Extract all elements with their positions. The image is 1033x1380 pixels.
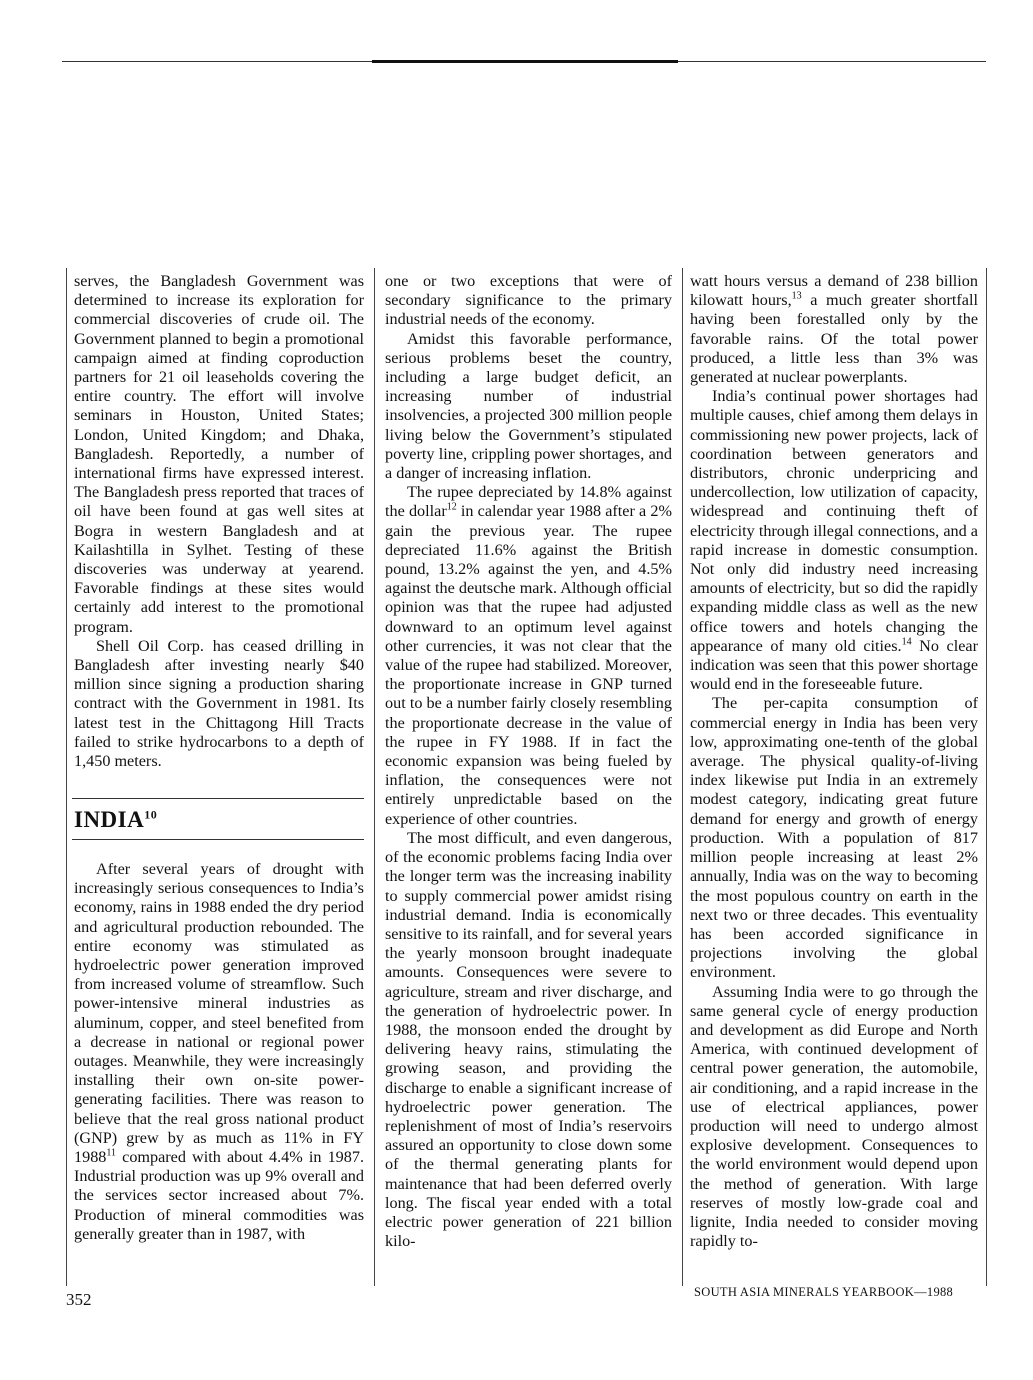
paragraph-text: in calendar year 1988 after a 2% gain the previous year. The rupee depreciated 11.6% against the British pound, 13.2% against the yen, and 4.5% against the deutsche mark. Although official opinion was that the rupee had adjusted downward to an optimum level against other currencies, it was not clear that the value of the rupee had stabilized. Moreover, the proportionate increase in GNP turned out to be a number fairly closely resembling the proportionate decrease in the value of the rupee in FY 1988. If in fact the economic expansion was being fueled by inflation, the consequences were not entirely unpredictable based on the experience of other countries.: [385, 502, 672, 828]
text-column-3: [690, 272, 978, 1251]
text-column-1: [74, 272, 364, 771]
column-divider: [66, 268, 67, 1286]
footnote-ref: 12: [446, 502, 457, 514]
paragraph-text: watt hours versus a demand of 238 billion kilowatt hours,: [690, 272, 978, 310]
paragraph: Amidst this favorable performance, serious problems beset the country, including a large budget deficit, an increasing number of industrial insolvencies, a projected 300 million people living below the Government’s stipulated poverty line, crippling power shortages, and a danger of increasing inflation.: [385, 329, 672, 483]
text-column-2: [385, 272, 672, 1251]
footnote-ref: 14: [901, 636, 912, 648]
heading-rule: [72, 798, 364, 799]
paragraph: Assuming India were to go through the same general cycle of energy production and development as did Europe and North America, with continued development of central power generation, the automobile, air conditioning, and a rapid increase in the use of electrical appliances, power production will need to undergo almost explosive development. Consequences to the world environment would depend upon the method of generation. With large reserves of mostly low-grade coal and lignite, India needed to consider moving rapidly to-: [690, 982, 978, 1251]
paragraph: [690, 387, 978, 694]
paragraph: one or two exceptions that were of secondary significance to the primary industrial needs of the economy.: [385, 272, 672, 329]
column-divider: [374, 268, 375, 1286]
text-column-1-india: [74, 860, 364, 1244]
footnote-ref: 10: [144, 807, 158, 822]
paragraph-text: India’s continual power shortages had multiple causes, chief among them delays in commissioning new power projects, lack of coordination between generators and distributors, chronic underpricing and undercollection, low utilization of capacity, widespread and continuing theft of electricity through illegal connections, and a rapid increase in domestic consumption. Not only did industry need increasing amounts of electricity, but so did the rapidly expanding middle class as well as the new office towers and hotels changing the appearance of many old cities.: [690, 387, 978, 655]
paragraph-text: compared with about 4.4% in 1987. Industrial production was up 9% overall and the services sector increased about 7%. Production of mineral commodities was generally greater than in 1987, with: [74, 1148, 364, 1243]
paragraph-text: The rupee depreciated by 14.8% against the dollar: [385, 483, 672, 521]
section-heading-block: [72, 798, 364, 840]
paragraph: The most difficult, and even dangerous, of the economic problems facing India over the longer term was the increasing inability to supply commercial power amidst rising industrial demand. India is economically sensitive to its rainfall, and for several years the yearly monsoon brought inadequate amounts. Consequences were severe to agriculture, stream and river discharge, and the generation of hydroelectric power. In 1988, the monsoon ended the drought by delivering heavy rains, stimulating the growing season, and providing the discharge to enable a significant increase of hydroelectric power generation. The replenishment of most of India’s reservoirs assured an opportunity to close down some of the thermal generating plants for maintenance that had been deferred overly long. The fiscal year ended with a total electric power generation of 221 billion kilo-: [385, 828, 672, 1251]
footnote-ref: 13: [791, 290, 802, 302]
paragraph-text: After several years of drought with increasingly serious consequences to India’s economy, rains in 1988 ended the dry period and agricultural production rebounded. The entire economy was stimulated as hydroelectric power generation improved from increased volume of streamflow. Such power-intensive mineral industries as aluminum, copper, and steel benefited from a decrease in national or regional power outages. Meanwhile, they were increasingly installing their own on-site power-generating facilities. There was reason to believe that the real gross national product (GNP) grew by as much as 11% in FY 1988: [74, 860, 364, 1167]
header-rule-accent: [372, 60, 678, 63]
heading-rule: [72, 839, 364, 840]
paragraph: The per-capita consumption of commercial energy in India has been very low, approximating one-tenth of the global average. The physical quality-of-living index likewise put India in an extremely modest category, indicating great future demand for energy and growth of energy production. With a population of 817 million people increasing at least 2% annually, India was on the way to becoming the most populous country on earth in the next two or three decades. This eventuality has been accorded significance in projections involving the global environment.: [690, 694, 978, 982]
paragraph-text: No clear indication was seen that this power shortage would end in the foreseeable future.: [690, 636, 979, 694]
running-footer-title: SOUTH ASIA MINERALS YEARBOOK—1988: [694, 1285, 954, 1299]
paragraph: [690, 272, 978, 387]
paragraph: serves, the Bangladesh Government was determined to increase its exploration for commercial discoveries of crude oil. The Government planned to begin a promotional campaign aimed at finding coproduction partners for 21 oil leaseholds covering the entire country. The effort will involve seminars in Houston, United States; London, United Kingdom; and Dhaka, Bangladesh. Reportedly, a number of international firms have expressed interest. The Bangladesh press reported that traces of oil have been found at gas well sites at Bogra in western Bangladesh and at Kailashtilla in Sylhet. Testing of these discoveries was underway at yearend. Favorable findings at these sites would certainly add interest to the promotional program.: [74, 272, 364, 636]
column-divider: [682, 268, 683, 1286]
section-heading: [74, 807, 364, 833]
paragraph: [385, 483, 672, 829]
page-number: 352: [66, 1290, 92, 1309]
footnote-ref: 11: [106, 1147, 117, 1159]
paragraph: [74, 860, 364, 1244]
paragraph-text: a much greater shortfall having been forestalled only by the favorable rains. Of the total power produced, a little less than 3% was generated at nuclear powerplants.: [690, 291, 978, 387]
section-heading-text: INDIA: [74, 807, 145, 832]
paragraph: Shell Oil Corp. has ceased drilling in Bangladesh after investing nearly $40 million since signing a production sharing contract with the Government in 1981. Its latest test in the Chittagong Hill Tracts failed to strike hydrocarbons to a depth of 1,450 meters.: [74, 636, 364, 771]
column-divider: [986, 268, 987, 1286]
